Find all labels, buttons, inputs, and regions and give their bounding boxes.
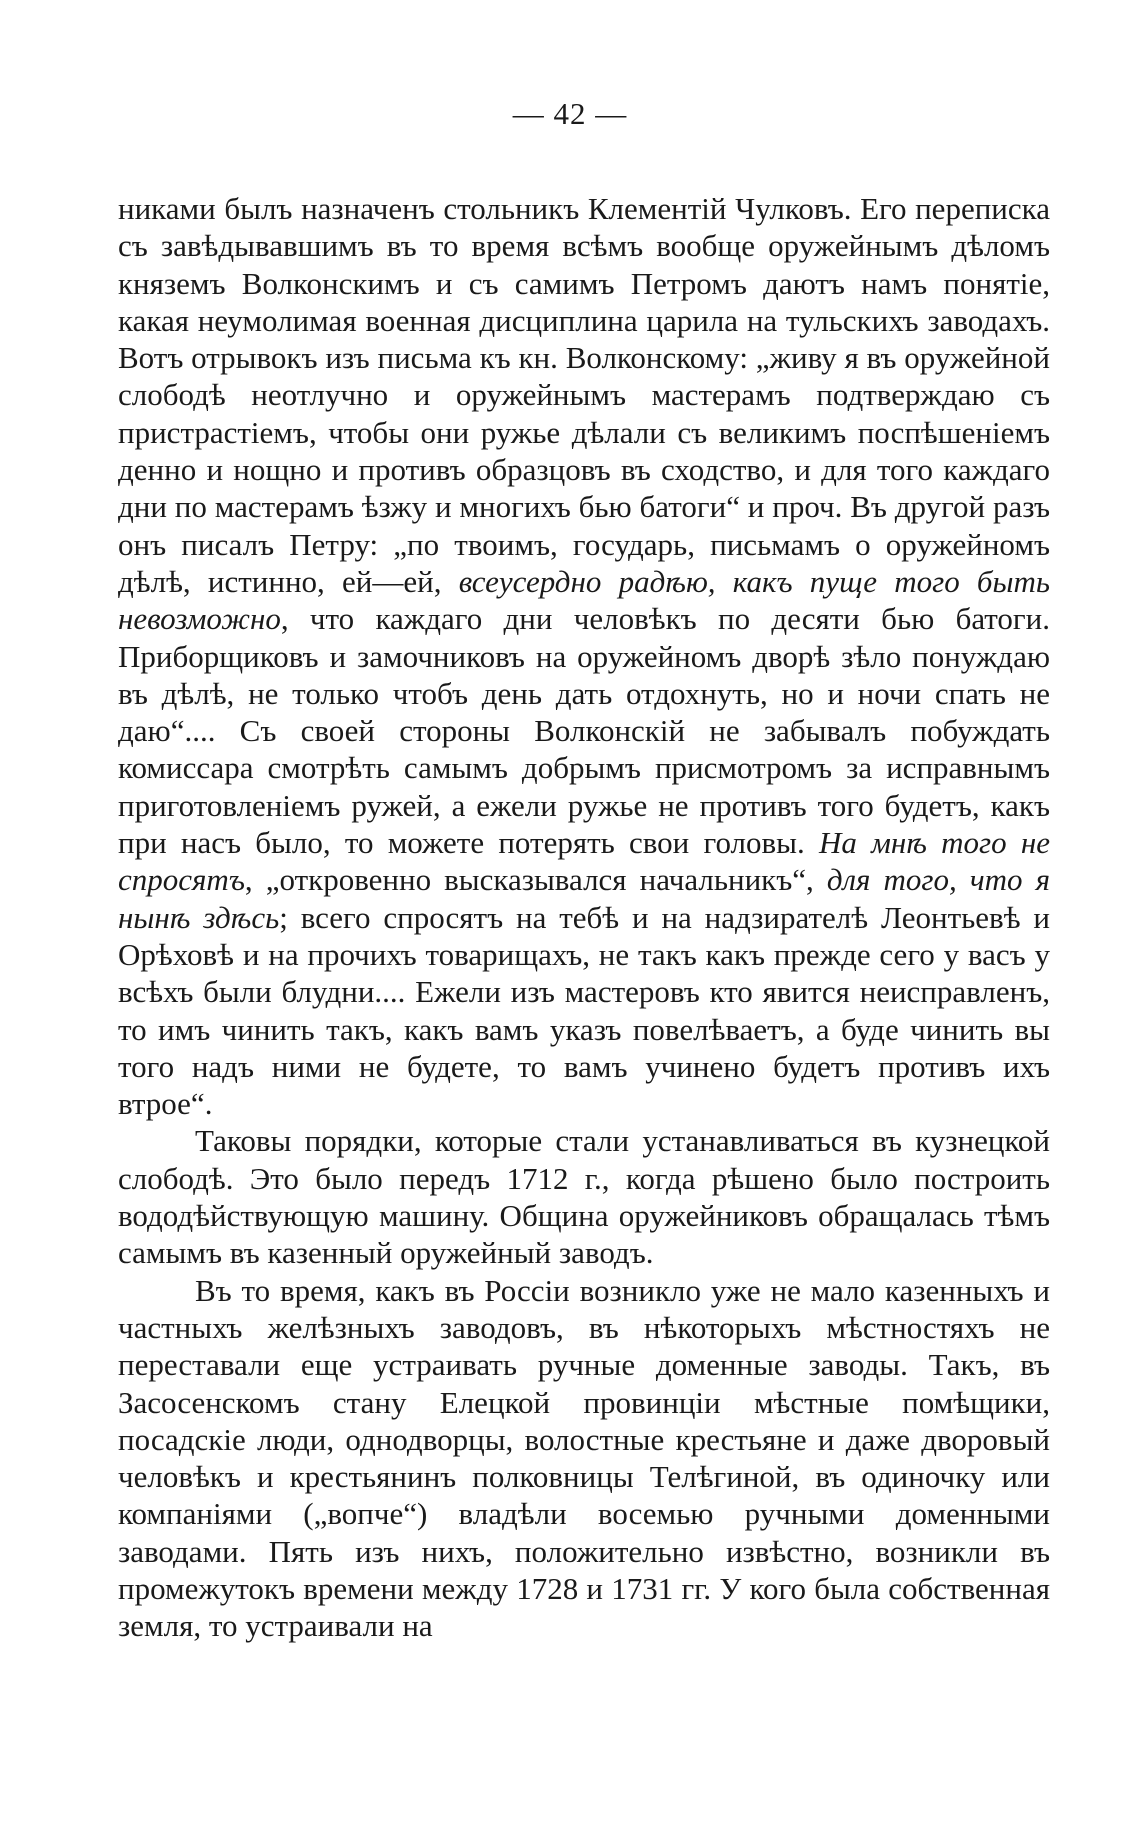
italic-text: всеусердно радѣю, какъ пуще того быть невозможно — [118, 563, 1050, 637]
text-run: Таковы порядки, которые стали устанавливаться въ кузнецкой слободѣ. Это было передъ 1712 г., когда рѣшено было построить вододѣйствующую машину. Община оружейниковъ обращалась тѣмъ самымъ въ казенный оружейный заводъ. — [118, 1123, 1050, 1271]
text-run: ; всего спросятъ на тебѣ и на надзирателѣ Леонтьевѣ и Орѣховѣ и на прочихъ товарищахъ, не такъ какъ прежде сего у васъ у всѣхъ были блудни.... Ежели изъ мастеровъ кто явится неисправленъ, то имъ чинить такъ, какъ вамъ указъ повелѣваетъ, а буде чинить вы того надъ ними не будете, то вамъ учинено будетъ противъ ихъ втрое“. — [118, 899, 1050, 1122]
paragraph — [118, 1272, 1050, 1645]
text-run: Въ то время, какъ въ Россіи возникло уже не мало казенныхъ и частныхъ желѣзныхъ заводовъ, въ нѣкоторыхъ мѣстностяхъ не переставали еще устраивать ручные доменные заводы. Такъ, въ Засосенскомъ стану Елецкой провинціи мѣстные помѣщики, посадскіе люди, однодворцы, волостные крестьяне и даже дворовый человѣкъ и крестьянинъ полковницы Телѣгиной, въ одиночку или компаніями („вопче“) владѣли восемью ручными доменными заводами. Пять изъ нихъ, положительно извѣстно, возникли въ промежутокъ времени между 1728 и 1731 гг. У кого была собственная земля, то устраивали на — [118, 1272, 1050, 1644]
text-run: , что каждаго дни человѣкъ по десяти бью батоги. Приборщиковъ и замочниковъ на оружейномъ дворѣ зѣло понуждаю въ дѣлѣ, не только чтобъ день дать отдохнуть, но и ночи спать не даю“.... Съ своей стороны Волконскій не забывалъ побуждать комиссара смотрѣть самымъ добрымъ присмотромъ за исправнымъ приготовленіемъ ружей, а ежели ружье не противъ того будетъ, какъ при насъ было, то можете потерять свои головы. — [118, 601, 1050, 861]
page-number: — 42 — — [512, 96, 628, 131]
text-run: никами былъ назначенъ стольникъ Клементій Чулковъ. Его переписка съ завѣдывавшимъ въ то время всѣмъ вообще оружейнымъ дѣломъ княземъ Волконскимъ и съ самимъ Петромъ даютъ намъ понятіе, какая неумолимая военная дисциплина царила на тульскихъ заводахъ. Вотъ отрывокъ изъ письма къ кн. Волконскому: „живу я въ оружейной слободѣ неотлучно и оружейнымъ мастерамъ подтверждаю съ пристрастіемъ, чтобы они ружье дѣлали съ великимъ поспѣшеніемъ денно и нощно и противъ образцовъ въ сходство, и для того каждаго дни по мастерамъ ѣзжу и многихъ бью батоги“ и проч. Въ другой разъ онъ писалъ Петру: „по твоимъ, государь, письмамъ о оружейномъ дѣлѣ, истинно, ей—ей, — [118, 191, 1050, 599]
italic-text: На мнѣ того не спросятъ — [118, 825, 1050, 898]
text-run: , „откровенно высказывался начальникъ“, — [244, 862, 827, 898]
body-text — [118, 190, 1050, 1645]
paragraph — [118, 1122, 1050, 1271]
paragraph — [118, 190, 1050, 1122]
italic-text: для того, что я нынѣ здѣсь — [118, 862, 1050, 935]
